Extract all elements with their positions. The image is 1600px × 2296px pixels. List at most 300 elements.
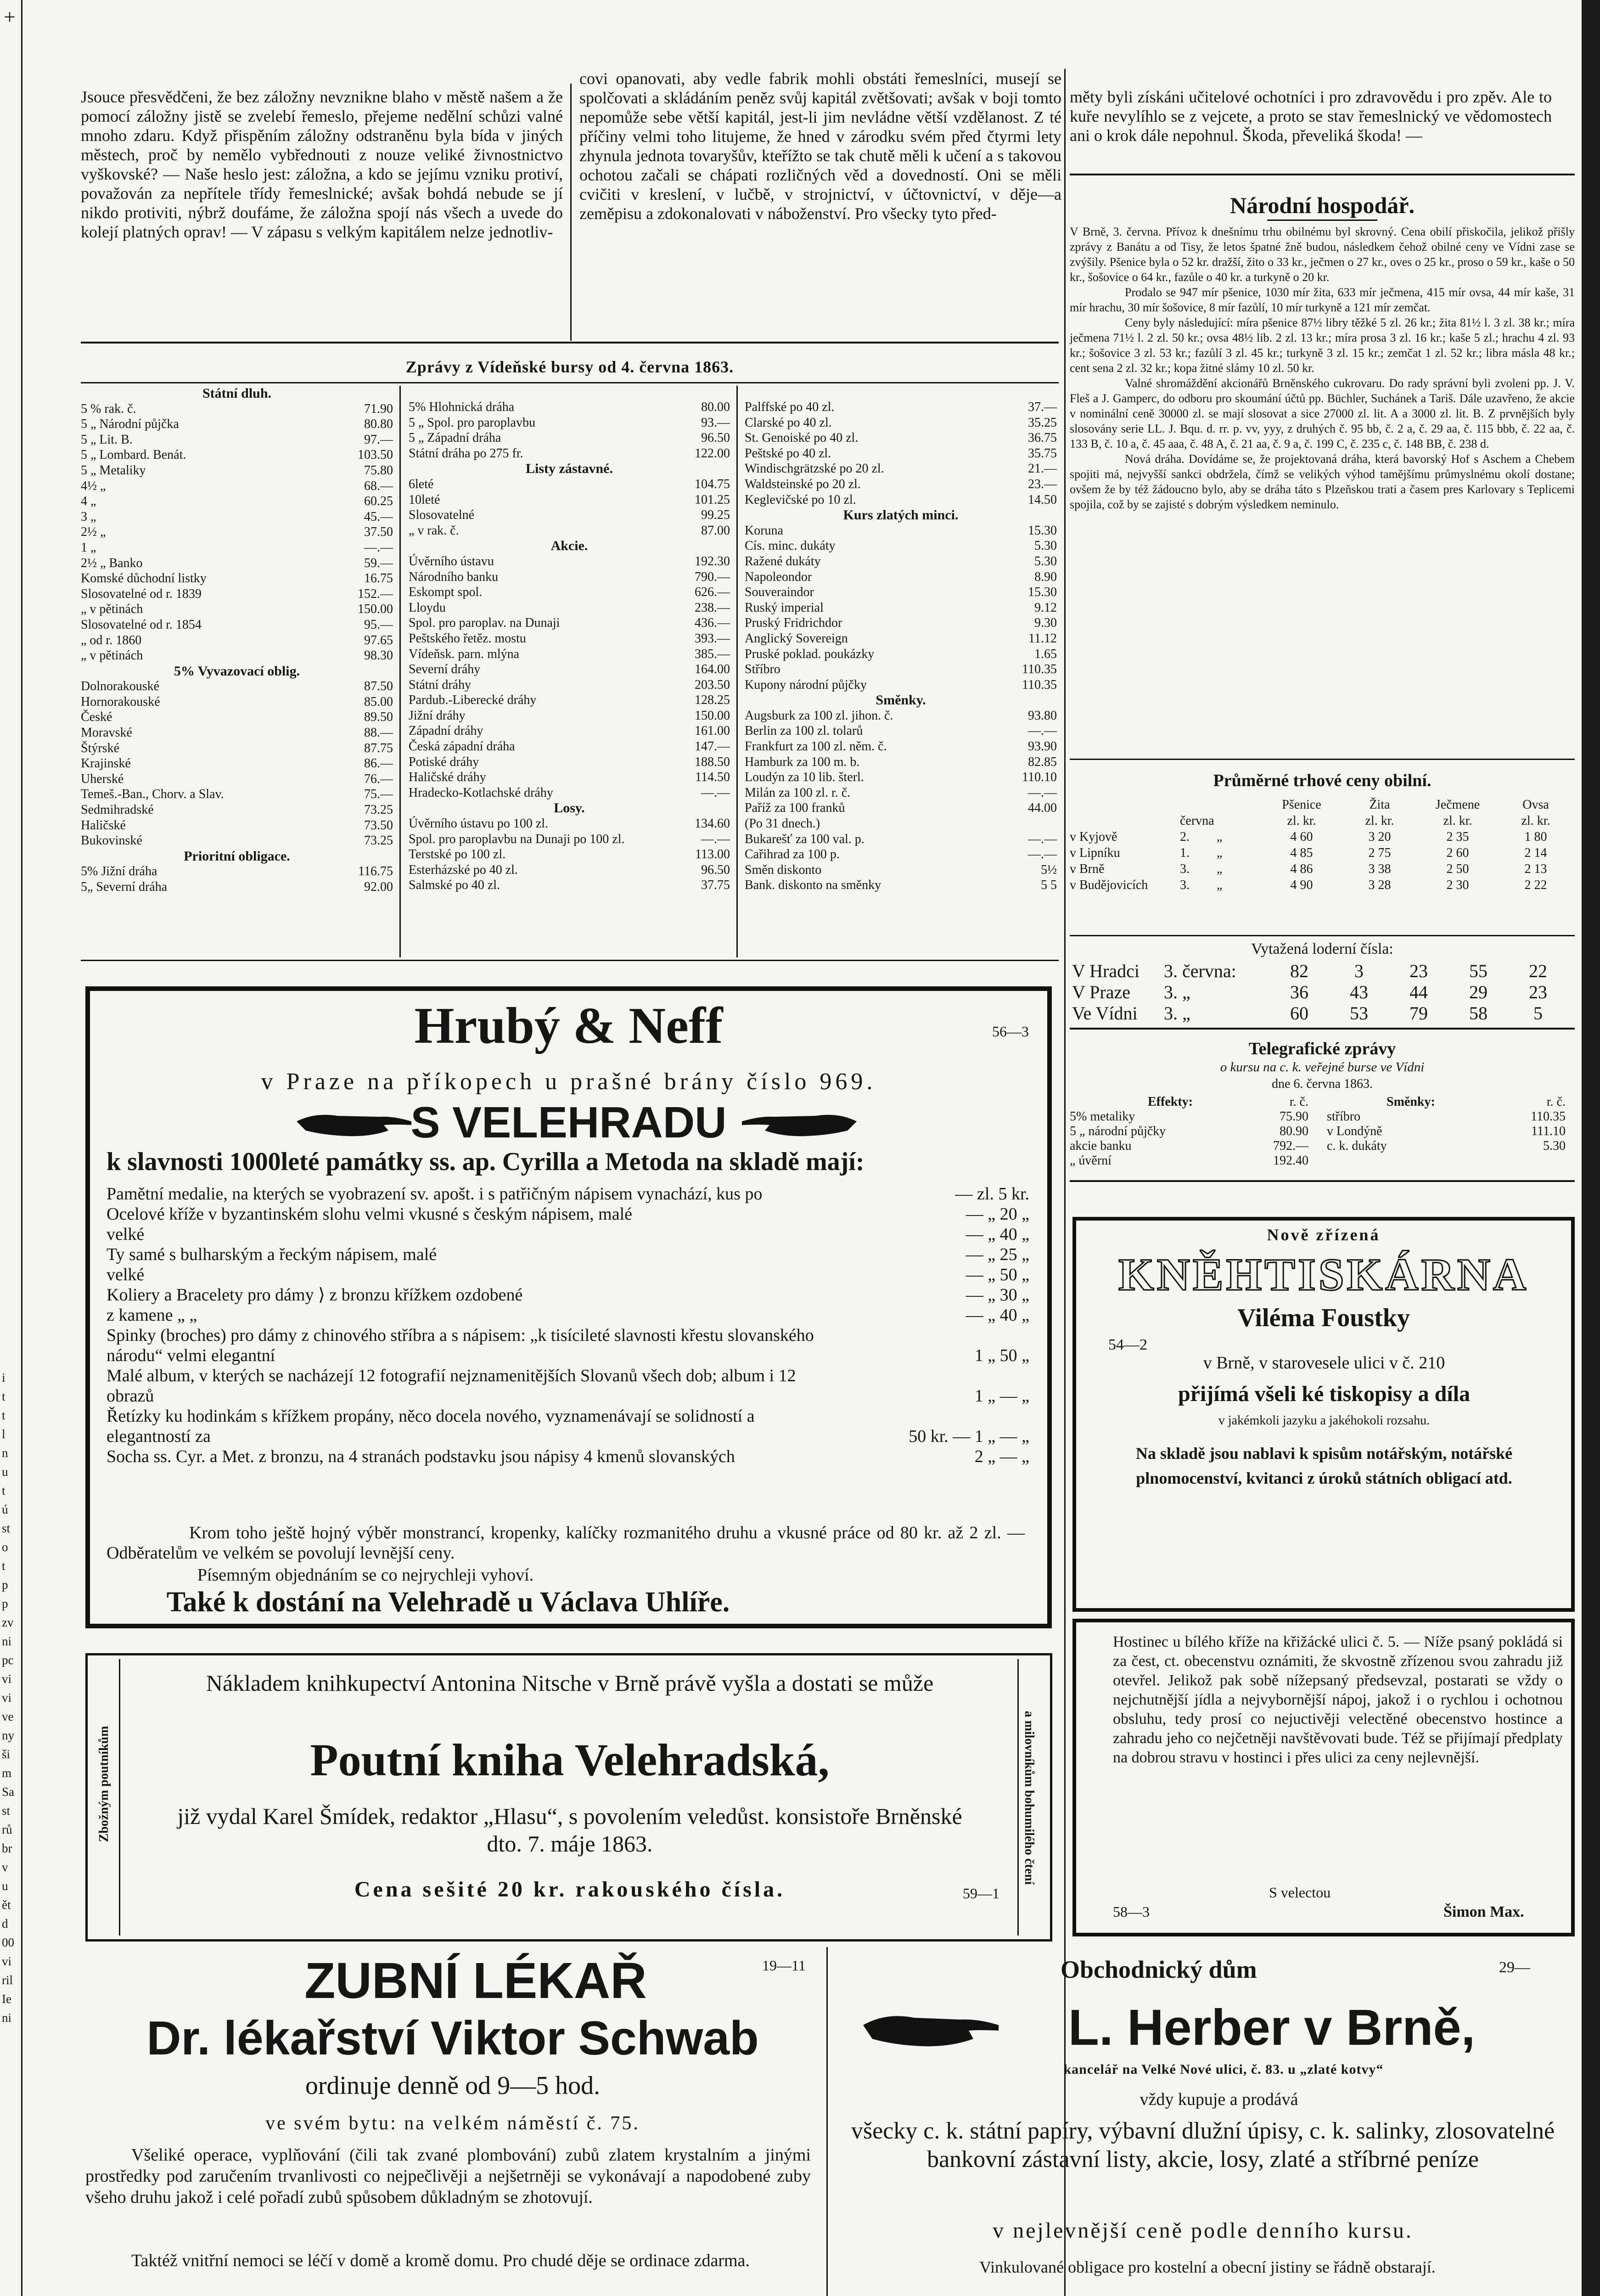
bourse-row (81, 709, 393, 725)
bourse-row-value: 15.30 (1028, 585, 1057, 600)
hruby-item-price: 2 „ — „ (974, 1447, 1029, 1466)
bourse-col-1 (81, 386, 393, 895)
prices-header: Pšenice (1282, 798, 1321, 812)
bourse-row-value: 37.75 (701, 878, 730, 893)
lodni-cell: V Hradci (1072, 961, 1140, 981)
margin-letter: rů (2, 1823, 12, 1836)
bourse-row-value: —.— (1028, 724, 1057, 738)
bourse-divider-2 (736, 386, 738, 957)
prices-cell: 3. (1180, 878, 1190, 892)
right-edge-band (1582, 0, 1600, 2296)
telegraph-rule-bottom (1070, 1180, 1575, 1182)
margin-letter: t (2, 1484, 6, 1497)
bourse-row (745, 585, 1057, 600)
prices-cell: 1 80 (1524, 830, 1547, 844)
bourse-row (745, 800, 1057, 816)
bourse-rows-obligations (81, 679, 393, 849)
hruby-neff-ad (85, 986, 1052, 1628)
bourse-row-label: Slosovatelné od r. 1839 (81, 586, 202, 601)
left-margin-strip (0, 0, 18, 2296)
bourse-row (745, 492, 1057, 508)
bourse-row-label: „ od r. 1860 (81, 633, 142, 647)
bourse-row-value: 37.50 (364, 525, 393, 540)
margin-letter: ši (2, 1747, 11, 1761)
margin-letter: t (2, 1559, 6, 1573)
bourse-row-value: 80.00 (701, 400, 730, 414)
hospodar-paragraph: Valné shromáždění akcionářů Brněnského cukrovaru. Do rady správní byli zvoleni pp. J. V. Fleš a J. Gamperc, do odboru pro skoumání účtů pp. Büchler, Suchánek a Tariš. Dále uzavřeno, že akcie v nominální ceně 30000 zl. se mají slosovat a sice 27000 zl. lit. A a 3000 zl. lit. B. Z prvnějších byly slosovány serie LL. J. Bqu. d. rr. p. vv, yyy, z druhých č. 95 bb, č. 2 a, č. 29 aa, č. 115 bbb, č. 22 aa, č. 133 B, č. 10 a, č. 45 aaa, č. 48 A, č. 21 aa, č. 9 a, č. 199 C, č. 235 c, č. 148 BB, č. 238 d. (1070, 377, 1575, 450)
herber-line-3: v nejlevnější ceně podle denního kursu. (993, 2218, 1413, 2243)
bourse-row-label: 5% Jižní dráha (81, 864, 157, 879)
bourse-row-label: Eskompt spol. (409, 585, 483, 600)
bourse-section-heading: Státní dluh. (202, 386, 272, 401)
bourse-row-value: 73.50 (364, 818, 393, 833)
bourse-row (409, 662, 730, 677)
bourse-row-label: Ruský imperial (745, 600, 824, 615)
bourse-row-value: 73.25 (364, 803, 393, 817)
bourse-row-label: „ v rak. č. (409, 523, 459, 538)
bourse-section-heading: Prioritní obligace. (184, 848, 290, 864)
bourse-top-rule (81, 342, 1059, 343)
prices-cell: „ (1217, 846, 1223, 860)
bourse-row-label: Sedmihradské (81, 803, 154, 817)
bourse-row (81, 432, 393, 448)
tiskarna-line-3: Na skladě jsou nablavi k spisům notářským, notářské plnomocenství, kvitanci z úroků státních obligací atd. (1135, 1444, 1513, 1487)
bourse-row-value: 75.— (364, 787, 393, 802)
hospodar-title: Národní hospodář. (1230, 192, 1415, 218)
margin-letter: p (2, 1578, 8, 1592)
herber-top: Obchodnický dům (1061, 1956, 1257, 1983)
bourse-row (745, 615, 1057, 631)
prices-cell: 2 22 (1524, 878, 1547, 892)
bourse-row (745, 631, 1057, 647)
margin-letter: u (2, 1879, 8, 1893)
bourse-row-value: 5.30 (1034, 554, 1057, 568)
bourse-row-value: 385.— (695, 647, 730, 661)
hruby-item-price: — „ 20 „ (966, 1204, 1029, 1224)
bourse-row-value: 44.00 (1028, 801, 1057, 816)
bourse-row (745, 785, 1057, 801)
bourse-row (409, 569, 730, 585)
hruby-item-text: Koliery a Bracelety pro dámy ⟩ z bronzu křížkem ozdobené (107, 1285, 523, 1305)
bourse-row-label: 5 „ národní půjčky (1070, 1124, 1166, 1138)
bourse-row-label: Národního banku (409, 569, 499, 584)
hospodar-rule-bottom (1267, 219, 1377, 221)
lodni-row (1072, 982, 1572, 1003)
bourse-row-label: 5 „ Spol. pro paroplavbu (409, 415, 536, 430)
bourse-row-label: Západní dráhy (409, 724, 483, 738)
bourse-row-value: 792.— (1273, 1139, 1308, 1153)
zubni-name: Dr. lékařství Viktor Schwab (146, 2012, 759, 2065)
hostinec-text: Hostinec u bílého kříže na křižácké ulici č. 5. — Níže psaný pokládá si za čest, ct. obecenstvu oznámiti, že skvostně zřízenou svou zahradu již otevřel. Jelikož pak sobě nížepsaný předsevzal, postarati se vždy o nejchutnější jídla a nejvybornější nápoj, jakož i o rychlou i ochotnou obsluhu, tedy prosí co nejuctivěji velectěné obecenstvo hostince a zahradu jeho co nejčetněji navštěvovati bude. Též se přijímají předplaty na dobrou stravu v hostinci i přes ulici za ceny nejlevnější. (1113, 1633, 1563, 1766)
hruby-lead: k slavnosti 1000leté památky ss. ap. Cyrilla a Metoda na skladě mají: (107, 1148, 865, 1176)
hostinec-ad (1072, 1619, 1575, 1936)
bourse-row (409, 631, 730, 647)
hruby-item-text: Řetízky ku hodinkám s křížkem propány, něco docela nového, vyznamenávají se solidností a elegantností za (107, 1407, 755, 1446)
margin-letter: n (2, 1446, 8, 1460)
telegraph-heading: Effekty: (1148, 1095, 1193, 1109)
hruby-item (107, 1184, 1029, 1204)
prices-cell: 1. (1180, 846, 1190, 860)
bourse-row-value: 5.30 (1034, 539, 1057, 553)
bourse-row-label: Peštské po 40 zl. (745, 446, 831, 461)
hruby-item-text: Spinky (broches) pro dámy z chinového stříbra a s nápisem: „k tisícileté slavnosti křestu slovanského národu“ velmi elegantní (107, 1326, 814, 1365)
telegraph-unit: r. č. (1546, 1095, 1566, 1109)
bourse-row (409, 615, 730, 631)
bourse-row-value: 60.25 (364, 494, 393, 509)
bourse-row-label: 6leté (409, 477, 434, 491)
bourse-row-label: Vídeňsk. parn. mlýna (409, 647, 520, 661)
margin-letter: br (2, 1841, 12, 1855)
prices-cell: 4 60 (1290, 830, 1313, 844)
prices-cell: 2 14 (1524, 846, 1547, 860)
bourse-row (409, 785, 730, 801)
bourse-row-value: 436.— (695, 616, 730, 630)
bourse-row-label: 5„ Severní dráha (81, 880, 168, 894)
bourse-section-heading: 5% Vyvazovací oblig. (174, 663, 300, 679)
lodni-cell: V Praze (1072, 982, 1130, 1002)
lodni-cell: 43 (1350, 982, 1368, 1002)
bourse-row-label: 3 „ (81, 509, 96, 524)
bourse-row (1327, 1109, 1566, 1124)
lodni-cell: 58 (1469, 1003, 1488, 1024)
bourse-row-label: 4 „ (81, 494, 96, 509)
bourse-row (745, 477, 1057, 492)
bourse-row-label: Jižní dráhy (409, 708, 466, 723)
prices-cell: 2 75 (1368, 846, 1391, 860)
lodni-cell: 29 (1469, 982, 1488, 1002)
herber-ref: 29— (1499, 1959, 1530, 1976)
bourse-row-label: Směn diskonto (745, 862, 822, 877)
prices-row (1070, 829, 1575, 845)
prices-subheader: zl. kr. (1287, 814, 1316, 828)
prices-subhead: června (1180, 814, 1214, 828)
hruby-items (107, 1184, 1029, 1467)
bourse-row (745, 647, 1057, 662)
margin-letter: p (2, 1597, 8, 1610)
lodni-cell: 22 (1529, 961, 1547, 981)
bourse-row (81, 617, 393, 633)
bourse-row-value: 5 5 (1041, 878, 1057, 893)
bourse-bottom-rule (81, 960, 1059, 961)
bourse-row-value: 116.75 (358, 864, 393, 879)
hruby-item-text: z kamene „ „ (107, 1306, 197, 1325)
bourse-row-label: St. Genoiské po 40 zl. (745, 431, 859, 445)
tiskarna-ad (1072, 1217, 1575, 1612)
bourse-row-label: 2½ „ (81, 525, 106, 540)
nitsch-ad (85, 1653, 1052, 1941)
bourse-row (81, 802, 393, 818)
bourse-row-label: Temeš.-Ban., Chorv. a Slav. (81, 787, 224, 802)
bourse-row-value: 152.— (358, 586, 393, 601)
bourse-row-value: 110.35 (1531, 1109, 1566, 1124)
bourse-section-heading: Směnky. (876, 692, 926, 708)
hruby-item-text: Pamětní medalie, na kterých se vyobrazení sv. apošt. i s patřičným nápisem vynachází, kus po (107, 1184, 763, 1204)
hruby-item (107, 1224, 1029, 1244)
prices-cell: „ (1217, 862, 1223, 876)
bourse-row-label: Bukovinské (81, 833, 142, 848)
bourse-row-label: Bukarešť za 100 val. p. (745, 832, 865, 846)
hruby-ref: 56—3 (992, 1023, 1029, 1040)
bourse-row-label: Peštského řetěz. mostu (409, 631, 526, 646)
telegraph-unit: r. č. (1289, 1095, 1308, 1109)
bourse-row (745, 538, 1057, 554)
bourse-row-label: Hradecko-Kotlachské dráhy (409, 785, 553, 800)
bourse-row-label: v Londýně (1327, 1124, 1382, 1138)
tiskarna-name: Viléma Foustky (1237, 1304, 1410, 1332)
bourse-row (409, 523, 730, 539)
bourse-row (409, 677, 730, 693)
bourse-row-label: 5 „ Národní půjčka (81, 417, 179, 432)
bourse-row-label: 5 „ Lit. B. (81, 432, 133, 447)
margin-letter: ny (2, 1728, 14, 1742)
bourse-row-value: 87.00 (701, 523, 730, 538)
margin-letter: m (2, 1766, 12, 1780)
bourse-row (745, 770, 1057, 785)
bourse-row-value: —.— (1028, 785, 1057, 800)
bourse-row-label: Spol. pro paroplav. na Dunaji (409, 616, 560, 630)
bourse-row (409, 415, 730, 431)
bourse-row-value: 96.50 (701, 862, 730, 877)
bourse-row (81, 463, 393, 478)
lodni-cell: 23 (1529, 982, 1547, 1002)
lodni-rows (1072, 961, 1572, 1024)
bourse-row-label: Uherské (81, 771, 124, 786)
bourse-row-value: 5½ (1041, 862, 1057, 877)
bourse-row (409, 739, 730, 754)
hruby-item-price: — „ 40 „ (966, 1225, 1029, 1244)
bourse-row (409, 477, 730, 492)
bourse-row-label: Pruský Fridrichdor (745, 616, 842, 630)
bourse-rows-exchange (745, 708, 1057, 893)
prices-cell: 4 85 (1290, 846, 1313, 860)
bourse-row-value: 59.— (364, 556, 393, 570)
bourse-section-heading: Kurs zlatých minci. (843, 507, 959, 523)
bourse-row (81, 648, 393, 664)
page-mark: + (4, 5, 16, 28)
prices-cell: 4 90 (1290, 878, 1313, 892)
bourse-row-label: 10leté (409, 492, 440, 507)
bourse-row-value: 790.— (695, 569, 730, 584)
bourse-row (745, 600, 1057, 616)
margin-letter: l (2, 1427, 6, 1441)
hostinec-ref: 58—3 (1113, 1903, 1150, 1920)
bourse-rows-lots-2 (745, 400, 1057, 507)
bourse-row-value: 37.— (1028, 400, 1057, 414)
bourse-row-label: Krajinské (81, 756, 131, 771)
bourse-row-value: —.— (701, 785, 730, 800)
bourse-row-value: 92.00 (364, 880, 393, 894)
bourse-row-label: 5% Hlohnická dráha (409, 400, 515, 414)
hruby-item-text: Ty samé s bulharským a řeckým nápisem, malé (107, 1245, 437, 1264)
bourse-row-value: 161.00 (695, 724, 730, 738)
bourse-row-label: c. k. dukáty (1327, 1139, 1387, 1153)
tiskarna-ref: 54—2 (1108, 1336, 1147, 1353)
hospodar-body (1070, 224, 1575, 512)
bourse-section-heading: Losy. (554, 800, 585, 816)
margin-letter: ril (2, 1973, 13, 1987)
bourse-row (409, 507, 730, 523)
bourse-rows-coins (745, 523, 1057, 693)
bourse-row (745, 847, 1057, 862)
lodni-title: Vytažená loderní čísla: (1251, 940, 1393, 957)
bourse-row (1070, 1154, 1308, 1168)
margin-letter: t (2, 1408, 6, 1422)
bourse-row (409, 847, 730, 862)
bourse-row-label: Anglický Sovereign (745, 631, 848, 646)
prices-header: Ovsa (1522, 798, 1549, 812)
bourse-row-label: Souveraindor (745, 585, 814, 600)
bourse-row-value: 89.50 (364, 710, 393, 725)
bourse-row-label: Bank. diskonto na směnky (745, 878, 881, 893)
bourse-row (81, 524, 393, 540)
bourse-section-heading: Akcie. (550, 538, 588, 554)
bourse-row-value: 80.80 (364, 417, 393, 432)
bourse-row-label: Štýrské (81, 741, 119, 755)
bourse-row-value: 203.50 (695, 677, 730, 692)
margin-letter: ni (2, 1634, 12, 1648)
bourse-row-value: 188.50 (695, 754, 730, 769)
bourse-row-value: 103.50 (358, 448, 393, 462)
telegraph-table (1070, 1095, 1575, 1168)
hruby-item-price: — „ 50 „ (966, 1265, 1029, 1284)
bourse-row-label: 5 % rak. č. (81, 401, 136, 416)
hruby-item (107, 1305, 1029, 1325)
prices-cell: 3 38 (1368, 862, 1391, 876)
hruby-item-price: — „ 25 „ (966, 1245, 1029, 1264)
bourse-row-label: Koruna (745, 523, 783, 538)
bourse-row (745, 739, 1057, 754)
bourse-row (409, 832, 730, 847)
prices-cell: 2 30 (1446, 878, 1469, 892)
lodni-row (1072, 961, 1572, 982)
lodni-cell: 5 (1533, 1003, 1543, 1024)
bourse-row-label: Waldsteinské po 20 zl. (745, 477, 861, 491)
bourse-row-value: 97.— (364, 432, 393, 447)
bourse-row-label: Frankfurt za 100 zl. něm. č. (745, 739, 887, 754)
bourse-row (81, 756, 393, 771)
margin-letter: Sa (2, 1785, 14, 1799)
hostinec-sign-2: Šimon Max. (1443, 1903, 1524, 1920)
bourse-row-value: 393.— (695, 631, 730, 646)
bourse-row (409, 430, 730, 446)
bourse-row (409, 862, 730, 878)
bourse-row (1327, 1124, 1566, 1139)
zubni-p1: Všeliké operace, vyplňování (čili tak zvané plombování) zubů zlatem krystalním a jinými prostředky pod zaručením trvanlivosti co nejpečlivěji a nejšetrněji se vykonávají a napodobené zuby všeho druhu jakož i celé pořadí zubů spůsobem důkladným se zhotovují. (85, 2145, 811, 2207)
telegraph-heading: Směnky: (1387, 1095, 1435, 1109)
bourse-row-value: 110.35 (1022, 677, 1057, 692)
bourse-row (81, 679, 393, 694)
bourse-row-value: 93.— (701, 415, 730, 430)
bourse-row-value: 93.80 (1028, 708, 1057, 723)
bourse-row (745, 662, 1057, 677)
bourse-rows-pledges (409, 477, 730, 538)
bourse-row-label: „ v pětinách (81, 648, 143, 663)
lodni-cell: 23 (1409, 961, 1428, 981)
bourse-row (745, 400, 1057, 415)
margin-letter: vi (2, 1691, 12, 1705)
bourse-row-label: Salmské po 40 zl. (409, 878, 500, 893)
margin-letters (2, 1368, 17, 2027)
hruby-item-text: velké (107, 1225, 145, 1244)
bourse-row-value: —.— (1028, 847, 1057, 862)
article-column-1 (81, 87, 563, 242)
lodni-cell: 82 (1290, 961, 1308, 981)
bourse-title: Zprávy z Vídeňské bursy od 4. června 1863. (405, 358, 734, 376)
bourse-row-label: 2½ „ Banko (81, 556, 143, 570)
hospodar-rule-top (1070, 174, 1575, 175)
bourse-row-value: 192.30 (695, 554, 730, 568)
bourse-row-value: 114.50 (695, 770, 730, 785)
prices-cell: 2 35 (1446, 830, 1469, 844)
tiskarna-line-2: v jakémkoli jazyku a jakéhokoli rozsahu. (1218, 1413, 1430, 1428)
bourse-row-value: 82.85 (1028, 754, 1057, 769)
hruby-item-price: — zl. 5 kr. (955, 1184, 1029, 1204)
bourse-row-label: Úvěrního ústavu po 100 zl. (409, 816, 549, 831)
margin-letter: vi (2, 1672, 12, 1686)
bourse-col-3 (745, 400, 1057, 893)
prices-cell: 2 60 (1446, 846, 1469, 860)
margin-letter: t (2, 1390, 6, 1403)
nitsch-line-2: již vydal Karel Šmídek, redaktor „Hlasu“, s povolením veledůst. konsistoře Brněnské dto. 7. máje 1863. (177, 1803, 962, 1857)
hruby-item (107, 1204, 1029, 1224)
hruby-note-2: Písemným objednáním se co nejrychleji vyhoví. (197, 1565, 534, 1585)
margin-letter: pc (2, 1653, 14, 1667)
prices-row (1070, 877, 1575, 893)
bourse-row (81, 725, 393, 741)
prices-row (1070, 845, 1575, 861)
bourse-row (81, 556, 393, 571)
tiskarna-top: Nově zřízená (1267, 1226, 1381, 1244)
bourse-row-label: Napoleondor (745, 569, 812, 584)
bourse-row-value: 150.00 (695, 708, 730, 723)
telegraph-subtitle: o kursu na c. k. veřejné burse ve Vídni (1220, 1060, 1425, 1075)
margin-letter: o (2, 1540, 8, 1554)
bourse-row (409, 723, 730, 739)
bourse-row-label: akcie banku (1070, 1139, 1132, 1153)
bourse-row-value: 87.75 (364, 741, 393, 755)
bourse-rows-shares (409, 554, 730, 801)
prices-cell: 3 20 (1368, 830, 1391, 844)
bourse-row-value: 110.35 (1022, 662, 1057, 677)
lodni-cell: Ve Vídni (1072, 1003, 1138, 1024)
margin-letter: zv (2, 1615, 14, 1629)
bourse-row-label: Esterházské po 40 zl. (409, 862, 518, 877)
prices-rows (1070, 829, 1575, 893)
bourse-row-label: Cařihrad za 100 p. (745, 847, 840, 862)
telegraph-right-rows (1327, 1109, 1566, 1154)
margin-letter: u (2, 1465, 8, 1479)
bourse-row-label: České (81, 710, 112, 725)
bourse-row (81, 864, 393, 879)
bourse-row-label: Cís. minc. dukáty (745, 539, 836, 553)
hruby-item (107, 1244, 1029, 1265)
bourse-row-label: Severní dráhy (409, 662, 481, 677)
bourse-row-label: 4½ „ (81, 478, 106, 493)
hruby-item-text: Ocelové kříže v byzantinském slohu velmi vkusné s českým nápisem, malé (107, 1204, 632, 1224)
bourse-row (81, 741, 393, 756)
bourse-row-label: Paříž za 100 franků (745, 801, 845, 816)
prices-cell: v Brně (1070, 862, 1105, 876)
bourse-row-label: Úvěrního ústavu (409, 554, 494, 568)
bourse-rows-railways (409, 400, 730, 461)
bourse-row-value: 97.65 (364, 633, 393, 647)
bourse-row (1070, 1139, 1308, 1154)
lodni-cell: 3. „ (1164, 1003, 1190, 1024)
prices-head (1070, 797, 1575, 829)
lodni-cell: 44 (1409, 982, 1428, 1002)
nitsch-line-1: Nákladem knihkupectví Antonina Nitsche v Brně právě vyšla a dostati se může (206, 1670, 934, 1696)
lodni-cell: 60 (1290, 1003, 1308, 1024)
